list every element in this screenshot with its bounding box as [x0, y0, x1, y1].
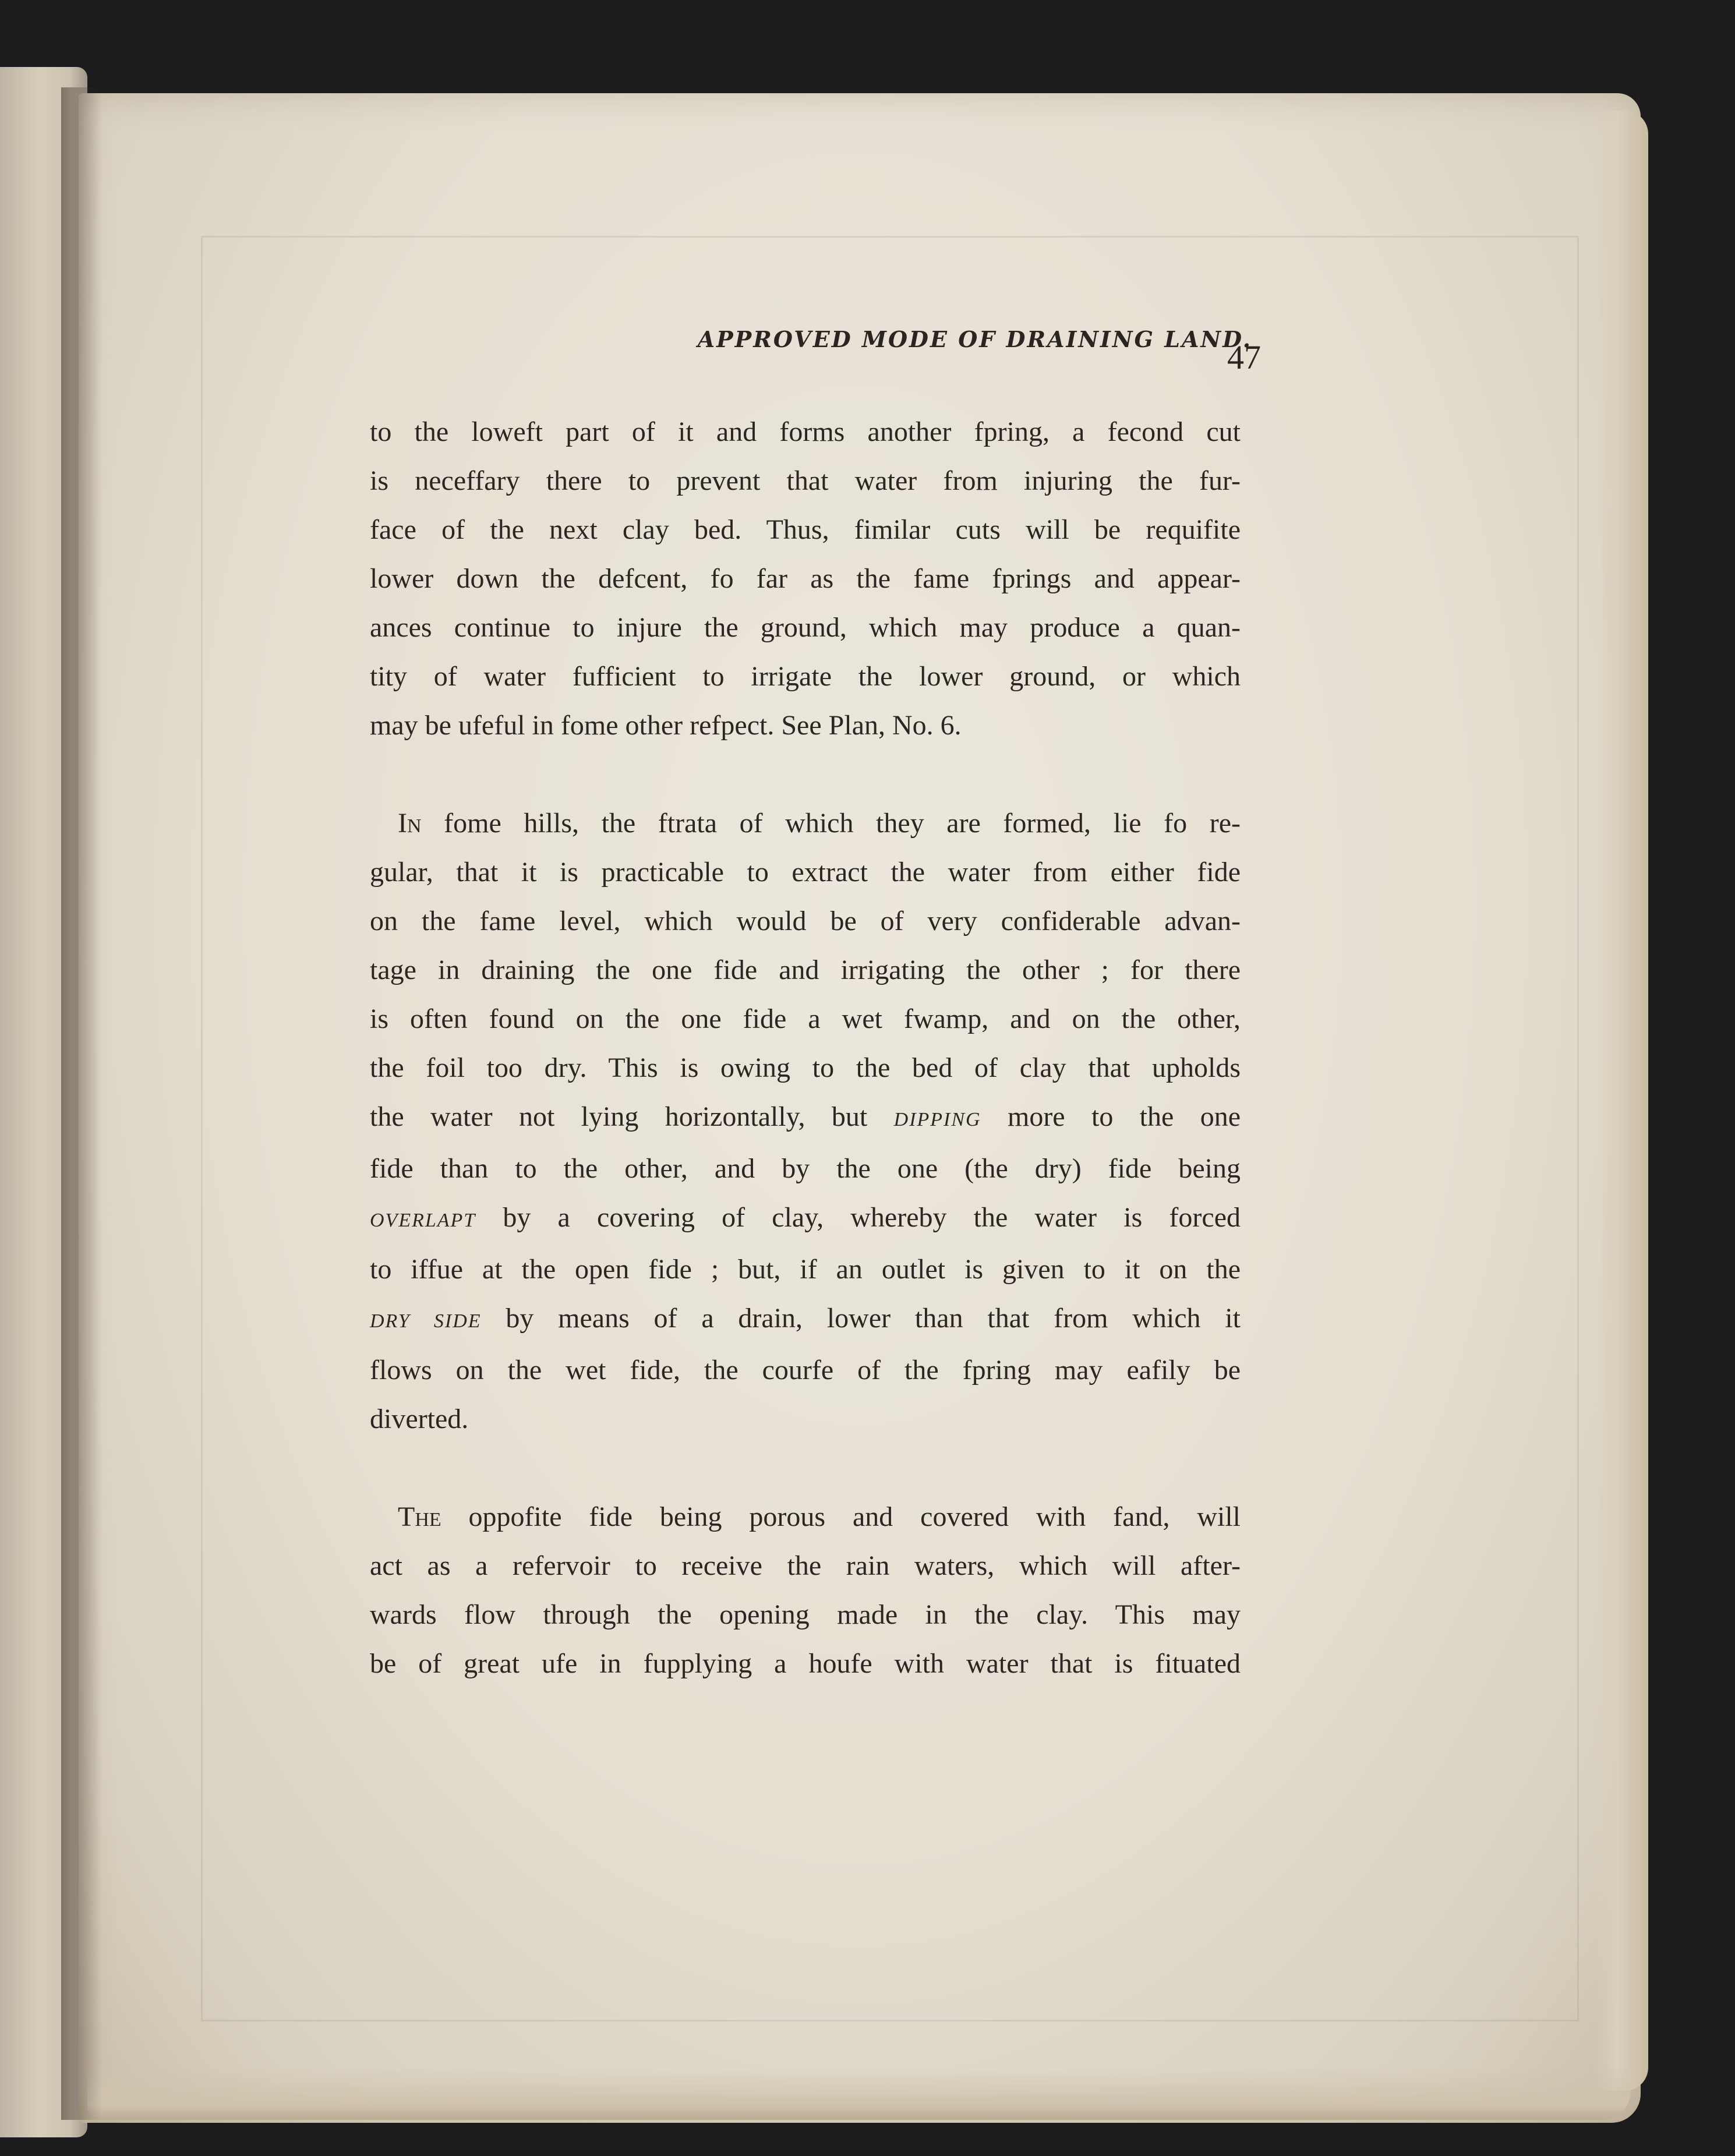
- running-header: APPROVED MODE OF DRAINING LAND.: [697, 326, 1252, 352]
- text-line: tity of water fufficient to irrigate the lower ground, or which: [370, 661, 1241, 692]
- text-line: ances continue to injure the ground, which may produce a quan-: [370, 612, 1241, 643]
- paragraph-2: [370, 799, 1241, 1444]
- text-line: act as a refervoir to receive the rain waters, which will after-: [370, 1550, 1241, 1581]
- page-edge-right: [1596, 111, 1648, 2091]
- page-number: 47: [1227, 338, 1261, 376]
- text-line: fide than to the other, and by the one (the dry) fide being: [370, 1153, 1241, 1184]
- paragraph-1: [370, 408, 1241, 750]
- text-line: DRY SIDE by means of a drain, lower than that from which it: [370, 1303, 1241, 1334]
- text-line: gular, that it is practicable to extract the water from either fide: [370, 857, 1241, 888]
- body-text: [370, 408, 1241, 1688]
- emphasis-dry-side: DRY SIDE: [370, 1310, 482, 1332]
- text-line: may be ufeful in fome other refpect. See Plan, No. 6.: [370, 710, 962, 741]
- text-line: flows on the wet fide, the courfe of the fpring may eafily be: [370, 1355, 1241, 1386]
- emphasis-dipping: DIPPING: [893, 1109, 981, 1130]
- text-line: OVERLAPT by a covering of clay, whereby the water is forced: [370, 1202, 1241, 1233]
- text-line: be of great ufe in fupplying a houfe with water that is fituated: [370, 1648, 1241, 1679]
- gutter-shadow: [61, 87, 102, 2120]
- emphasis-overlapt: OVERLAPT: [370, 1210, 476, 1231]
- text-line: the foil too dry. This is owing to the bed of clay that upholds: [370, 1052, 1241, 1083]
- small-caps-lead: In: [398, 808, 422, 839]
- text-line: The oppofite fide being porous and covered with fand, will: [398, 1501, 1241, 1532]
- text-line: to the loweft part of it and forms another fpring, a fecond cut: [370, 416, 1241, 447]
- text-line: face of the next clay bed. Thus, fimilar cuts will be requifite: [370, 514, 1241, 545]
- text-line: tage in draining the one fide and irrigating the other ; for there: [370, 955, 1241, 985]
- page-edge-bottom: [87, 2067, 1631, 2120]
- small-caps-lead: The: [398, 1501, 441, 1532]
- text-line: diverted.: [370, 1404, 469, 1434]
- paragraph-3: [370, 1493, 1241, 1688]
- text-line: wards flow through the opening made in the clay. This may: [370, 1599, 1241, 1630]
- text-line: is often found on the one fide a wet fwamp, and on the other,: [370, 1003, 1241, 1034]
- text-line: is neceffary there to prevent that water from injuring the fur-: [370, 465, 1241, 496]
- text-line: to iffue at the open fide ; but, if an outlet is given to it on the: [370, 1254, 1241, 1285]
- text-line: on the fame level, which would be of very confiderable advan-: [370, 906, 1241, 936]
- text-line: In fome hills, the ftrata of which they are formed, lie fo re-: [398, 808, 1241, 839]
- text-line: lower down the defcent, fo far as the fame fprings and appear-: [370, 563, 1241, 594]
- text-line: the water not lying horizontally, but DIPPING more to the one: [370, 1101, 1241, 1132]
